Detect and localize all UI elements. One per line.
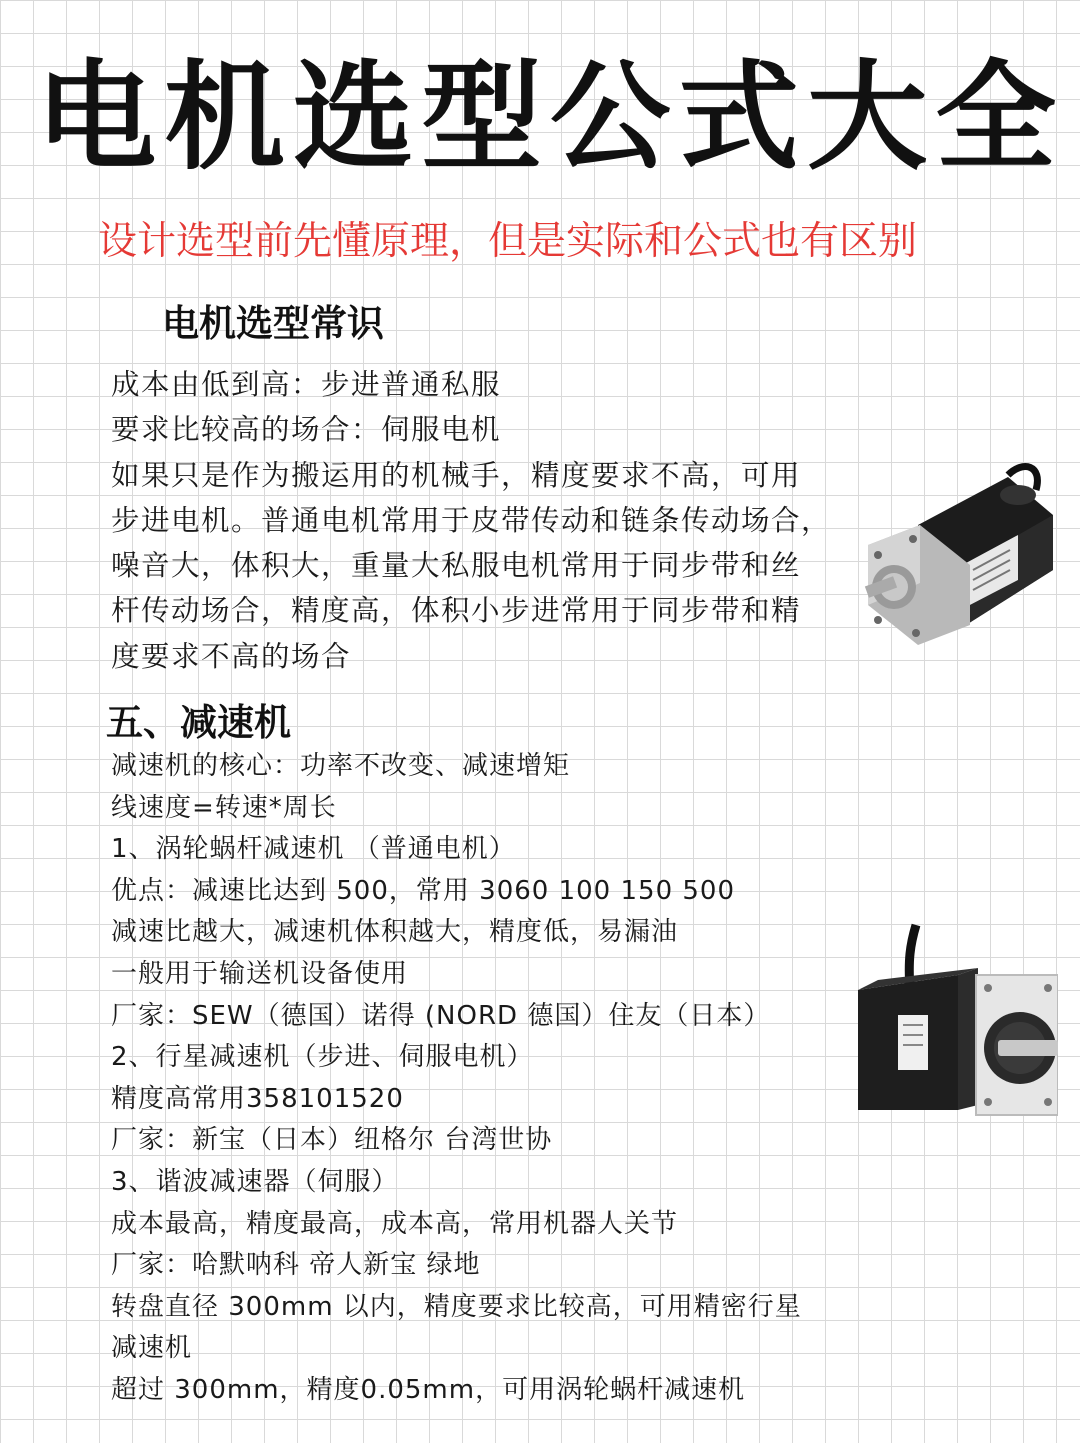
stepper-motor-image: [848, 920, 1058, 1125]
text-line: 线速度=转速*周长: [111, 792, 337, 823]
text-line: 精度高常用358101520: [111, 1083, 404, 1114]
text-line: 一般用于输送机设备使用: [111, 958, 409, 989]
reducer-text: [111, 746, 871, 1412]
text-line: 减速比越大，减速机体积越大，精度低，易漏油: [111, 917, 679, 948]
text-line: 优点：减速比达到 500，常用 3060 100 150 500: [111, 875, 735, 906]
text-line: 成本由低到高：步进普通私服: [111, 368, 502, 401]
page-title: 电机选型公式大全: [35, 48, 1065, 186]
text-line: 厂家：哈默呐科 帝人新宝 绿地: [111, 1250, 481, 1281]
section-heading-motor-basics: 电机选型常识: [162, 302, 384, 345]
text-line: 减速机: [111, 1333, 193, 1364]
text-line: 度要求不高的场合: [111, 639, 352, 673]
motor-basics-text: [111, 362, 871, 679]
text-line: 2、行星减速机（步进、伺服电机）: [111, 1042, 534, 1073]
text-line: 厂家：新宝（日本）纽格尔 台湾世协: [111, 1125, 553, 1156]
text-line: 成本最高，精度最高，成本高，常用机器人关节: [111, 1208, 679, 1239]
text-line: 超过 300mm，精度0.05mm，可用涡轮蜗杆减速机: [111, 1374, 746, 1405]
text-line: 步进电机。普通电机常用于皮带传动和链条传动场合，: [111, 503, 832, 537]
subtitle: 设计选型前先懂原理，但是实际和公式也有区别: [98, 219, 918, 264]
servo-motor-image: [858, 455, 1058, 650]
text-line: 要求比较高的场合：伺服电机: [111, 413, 502, 447]
text-line: 转盘直径 300mm 以内，精度要求比较高，可用精密行星: [111, 1291, 802, 1322]
text-line: 3、谐波减速器（伺服）: [111, 1166, 399, 1197]
text-line: 1、涡轮蜗杆减速机 （普通电机）: [111, 834, 516, 865]
text-line: 如果只是作为搬运用的机械手，精度要求不高，可用: [111, 458, 802, 492]
section-heading-reducer: 五、减速机: [106, 701, 291, 744]
text-line: 减速机的核心：功率不改变、减速增矩: [111, 751, 571, 781]
text-line: 厂家：SEW（德国）诺得 (NORD 德国）住友（日本）: [111, 1000, 771, 1031]
text-line: 噪音大，体积大，重量大私服电机常用于同步带和丝: [111, 549, 802, 583]
text-line: 杆传动场合，精度高，体积小步进常用于同步带和精: [111, 594, 802, 628]
